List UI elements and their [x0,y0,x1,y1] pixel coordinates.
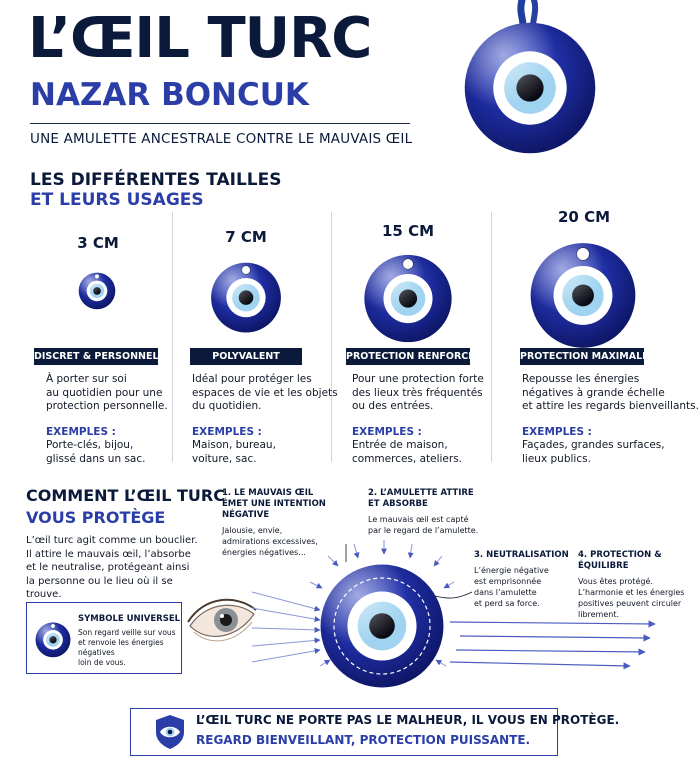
examples-label: EXEMPLES : [522,425,592,438]
size-description: Pour une protection forte des lieux très fréquentés ou des entrées. EXEMPLES : Entrée de maison, commerces, ateliers. [352,373,484,465]
evil-eye-amulet-icon [524,230,642,350]
sizes-section-subtitle: ET LEURS USAGES [30,190,204,210]
human-eye-icon [186,592,256,654]
examples-label: EXEMPLES : [352,425,422,438]
step-4: 4. PROTECTION & ÉQUILIBRE Vous êtes protégé. L’harmonie et les énergies positives peuvent circuler librement. [578,550,685,619]
evil-eye-amulet-icon [362,244,454,344]
page-subtitle: NAZAR BONCUK [30,77,309,113]
evil-eye-amulet-icon [208,254,284,334]
badge-renforcee: PROTECTION RENFORCÉE [346,348,470,365]
size-label-20cm: 20 CM [557,208,611,226]
banner-line-1: L’ŒIL TURC NE PORTE PAS LE MALHEUR, IL VOUS EN PROTÈGE. [196,713,620,727]
step-1: 1. LE MAUVAIS ŒIL ÉMET UNE INTENTION NÉGATIVE Jalousie, envie, admirations excessives, énergies négatives... [222,488,326,557]
evil-eye-amulet-icon [460,0,600,170]
shield-eye-icon [154,714,186,750]
how-section-subtitle: VOUS PROTÈGE [26,508,166,527]
tagline: UNE AMULETTE ANCESTRALE CONTRE LE MAUVAIS ŒIL [30,131,413,147]
column-divider [491,212,492,462]
symbol-text: Son regard veille sur vous et renvoie les énergies négatives loin de vous. [78,628,176,667]
symbol-title: SYMBOLE UNIVERSEL [78,614,181,624]
examples-label: EXEMPLES : [46,425,116,438]
evil-eye-amulet-icon [318,562,446,690]
how-description: L’œil turc agit comme un bouclier. Il attire le mauvais œil, l’absorbe et le neutralise, protégeant ainsi la personne ou le lieu où il se trouve. [26,535,198,600]
evil-eye-amulet-icon [76,268,118,310]
banner-line-2: REGARD BIENVEILLANT, PROTECTION PUISSANTE. [196,733,531,747]
examples-label: EXEMPLES : [192,425,262,438]
badge-polyvalent: POLYVALENT [190,348,302,365]
badge-discret: DISCRET & PERSONNEL [34,348,158,365]
page-title: L’ŒIL TURC [28,6,372,71]
step-2: 2. L’AMULETTE ATTIRE ET ABSORBE Le mauvais œil est capté par le regard de l’amulette. [368,488,479,535]
badge-maximale: PROTECTION MAXIMALE [520,348,644,365]
evil-eye-amulet-icon [34,618,72,658]
size-label-7cm: 7 CM [225,228,267,246]
size-description: Repousse les énergies négatives à grande échelle et attire les regards bienveillants. EXEMPLES : Façades, grandes surfaces, lieux publics. [522,373,699,465]
size-label-15cm: 15 CM [381,222,435,240]
step-3: 3. NEUTRALISATION L’énergie négative est emprisonnée dans l’amulette et perd sa force. [474,550,569,608]
column-divider [172,212,173,462]
size-label-3cm: 3 CM [77,234,119,252]
sizes-section-title: LES DIFFÉRENTES TAILLES [30,170,282,190]
size-description: Idéal pour protéger les espaces de vie et les objets du quotidien. EXEMPLES : Maison, bureau, voiture, sac. [192,373,338,465]
size-description: À porter sur soi au quotidien pour une protection personnelle. EXEMPLES : Porte-clés, bijou, glissé dans un sac. [46,373,168,465]
how-section-title: COMMENT L’ŒIL TURC [26,486,225,505]
title-divider [30,123,410,124]
